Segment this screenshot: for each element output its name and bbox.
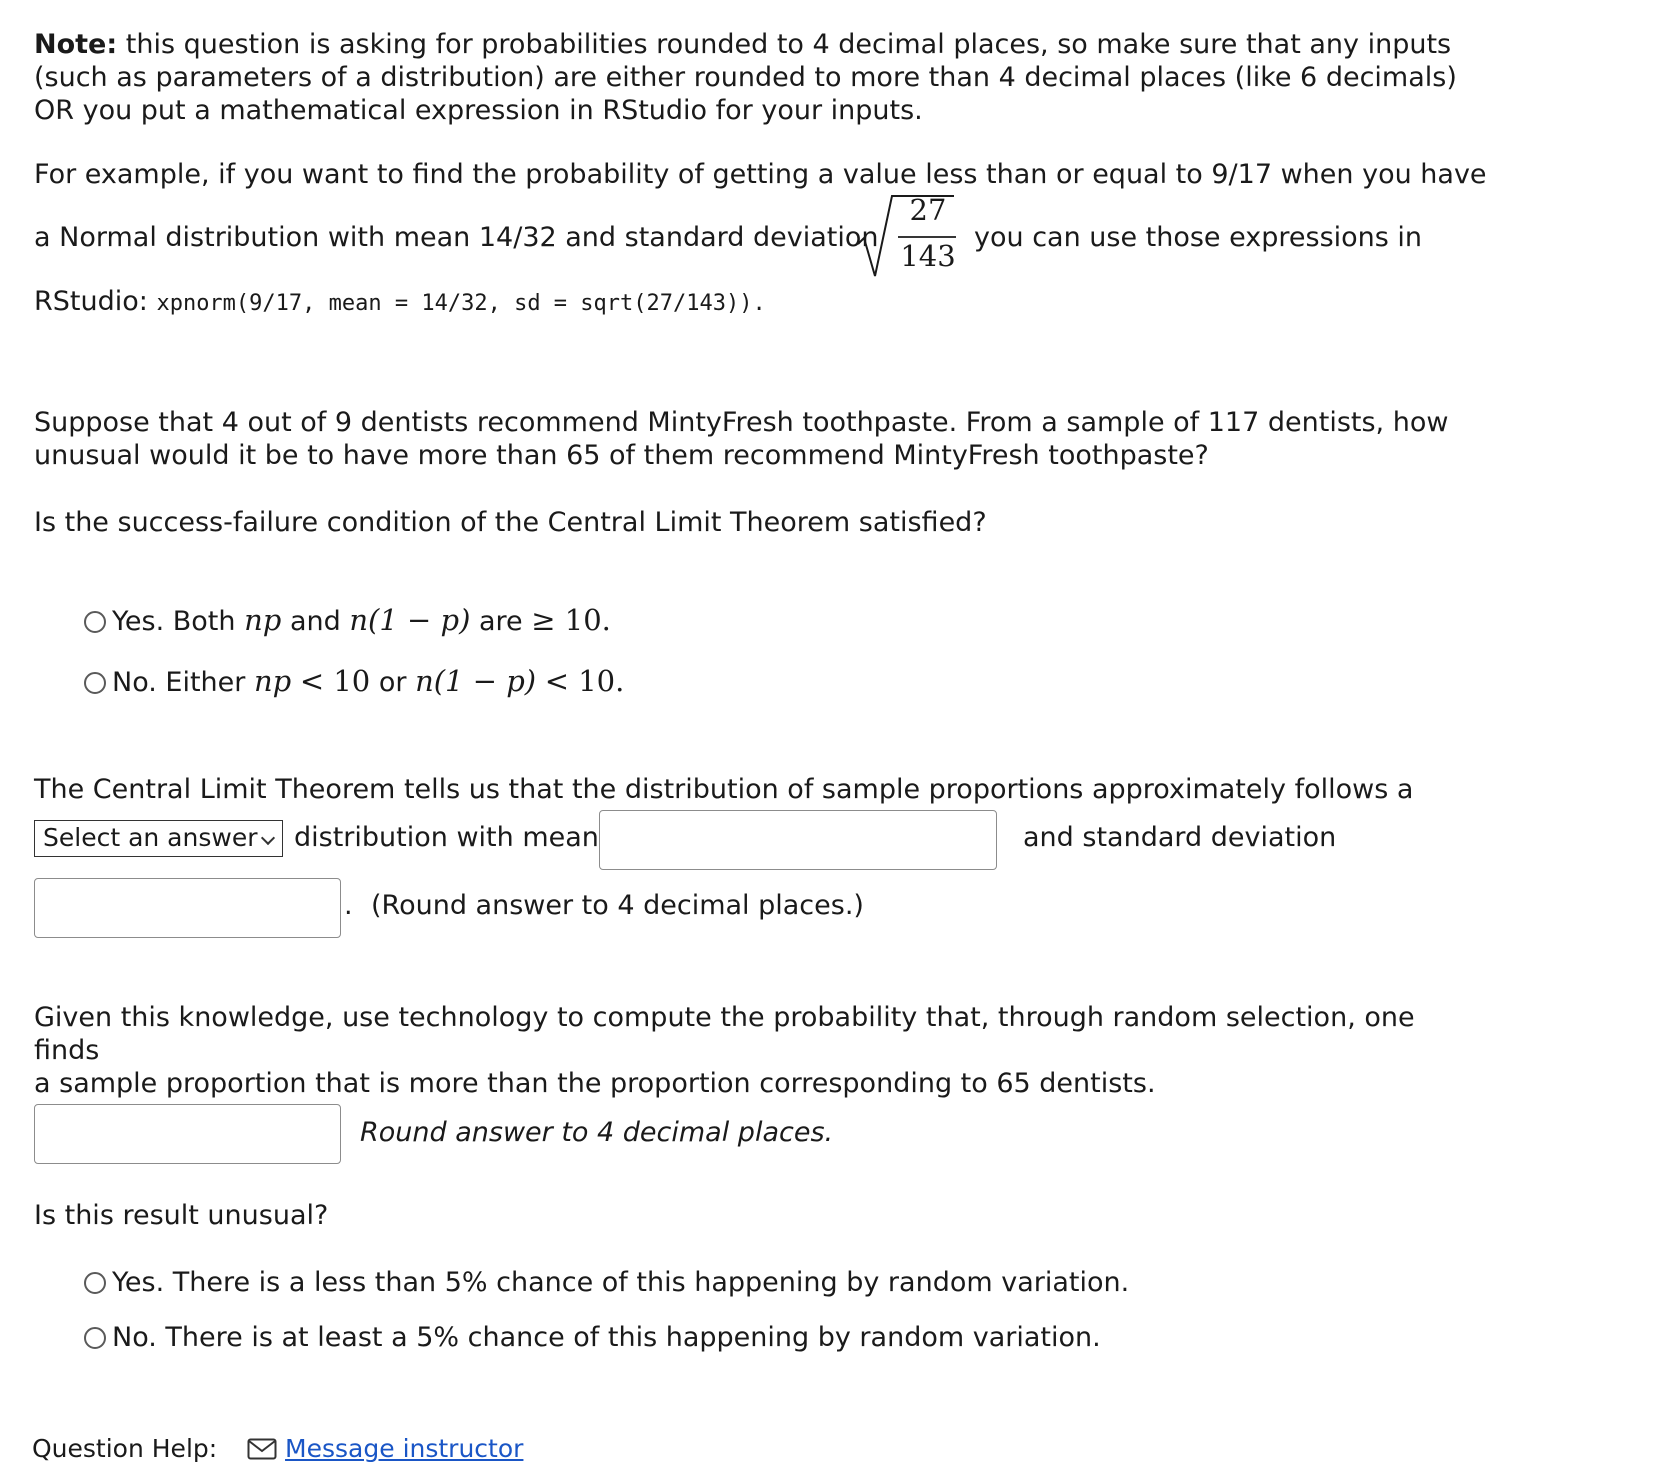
example-line-2-after: you can use those expressions in [974, 222, 1423, 253]
q1-yes-text: Yes. Both [112, 606, 236, 637]
q3-line-1: Given this knowledge, use technology to compute the probability that, through random selection, one finds [34, 1002, 1415, 1066]
distribution-select-value: Select an answer [43, 823, 258, 852]
q1-yes-radio[interactable] [84, 611, 106, 633]
note-paragraph [34, 28, 1474, 127]
q3-paragraph [34, 1001, 1474, 1100]
rstudio-label: RStudio: [34, 286, 148, 317]
q1-no-or: or [378, 667, 407, 698]
clt-after-select: distribution with mean [294, 822, 599, 853]
problem-paragraph [34, 406, 1474, 472]
note-line-2: (such as parameters of a distribution) are either rounded to more than 4 decimal places (like 6 decimals) [34, 62, 1457, 93]
q1-yes-n1p: n(1 − p) [349, 603, 471, 637]
problem-line-2: unusual would it be to have more than 65 of them recommend MintyFresh toothpaste? [34, 440, 1209, 471]
sqrt-numerator: 27 [909, 193, 947, 227]
question-help-label: Question Help: [32, 1434, 218, 1463]
clt-line-1: The Central Limit Theorem tells us that the distribution of sample proportions approximately follows a [34, 774, 1414, 805]
note-label: Note: [34, 29, 118, 60]
q1-no-n1p: n(1 − p) [415, 664, 537, 698]
q1-yes-are: are [478, 606, 523, 637]
q1-option-no[interactable] [84, 665, 624, 699]
q4-yes-text: Yes. There is a less than 5% chance of this happening by random variation. [112, 1267, 1130, 1298]
question-help [32, 1432, 523, 1465]
sd-input[interactable] [34, 878, 341, 938]
q3-round-note: Round answer to 4 decimal places. [360, 1117, 834, 1148]
q1-no-np: np [253, 664, 292, 698]
q1-yes-ge10: ≥ 10. [531, 603, 611, 637]
q4-question: Is this result unusual? [34, 1200, 329, 1231]
message-instructor-link[interactable]: Message instructor [285, 1434, 524, 1463]
sqrt-denominator: 143 [900, 239, 956, 273]
sqrt-expression [856, 192, 956, 282]
q4-option-no[interactable] [84, 1321, 1101, 1354]
chevron-down-icon [261, 831, 275, 845]
q4-no-radio[interactable] [84, 1327, 106, 1349]
note-line-1: this question is asking for probabilities rounded to 4 decimal places, so make sure that any inputs [117, 29, 1452, 60]
distribution-select[interactable] [34, 820, 283, 857]
q1-no-lt10: < 10 [299, 664, 371, 698]
q1-no-radio[interactable] [84, 672, 106, 694]
note-line-3: OR you put a mathematical expression in RStudio for your inputs. [34, 95, 923, 126]
clt-after-mean: and standard deviation [1023, 822, 1337, 853]
q4-yes-radio[interactable] [84, 1272, 106, 1294]
rstudio-code: xpnorm(9/17, mean = 14/32, sd = sqrt(27/143)) [156, 291, 753, 316]
example-line-3 [34, 285, 766, 320]
mean-input[interactable] [599, 810, 997, 870]
q1-yes-np: np [244, 603, 282, 637]
probability-input[interactable] [34, 1104, 341, 1164]
clt-round-note: (Round answer to 4 decimal places.) [371, 890, 864, 921]
mail-icon [247, 1438, 277, 1460]
q3-line-2: a sample proportion that is more than the proportion corresponding to 65 dentists. [34, 1068, 1156, 1099]
example-line-2-before: a Normal distribution with mean 14/32 and standard deviation [34, 222, 879, 253]
q1-no-lt10-end: < 10. [544, 664, 625, 698]
rstudio-code-end: . [752, 291, 766, 316]
q1-no-text: No. Either [112, 667, 246, 698]
q1-yes-and: and [289, 606, 341, 637]
q1-question: Is the success-failure condition of the Central Limit Theorem satisfied? [34, 507, 987, 538]
example-line-1: For example, if you want to find the probability of getting a value less than or equal to 9/17 when you have [34, 159, 1487, 190]
q4-no-text: No. There is at least a 5% chance of this happening by random variation. [112, 1322, 1101, 1353]
q4-option-yes[interactable] [84, 1266, 1129, 1299]
q1-option-yes[interactable] [84, 604, 611, 638]
problem-line-1: Suppose that 4 out of 9 dentists recommend MintyFresh toothpaste. From a sample of 117 dentists, how [34, 407, 1449, 438]
clt-period: . [344, 890, 353, 921]
